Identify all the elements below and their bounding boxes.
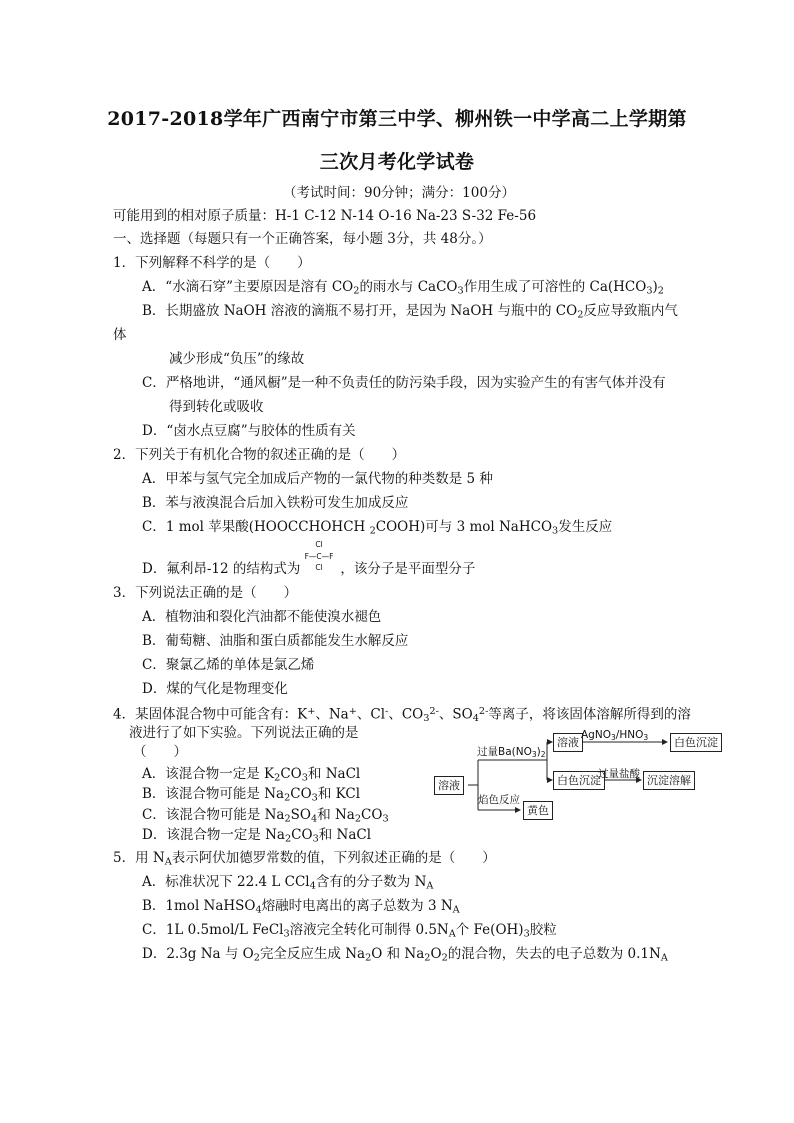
q4-stem-line2: 液进行了如下实验。下列说法正确的是 [129, 725, 359, 741]
q4-stem-line3: （ ） [133, 744, 187, 760]
exam-info: （考试时间：90分钟；满分：100分） [283, 185, 515, 201]
freon-cl-bottom: Cl [315, 563, 323, 572]
q5-option-d: D．2.3g Na 与 $O_2$完全反应生成 $Na_2O$ 和 $Na_2O_2$的混合物，失去的电子总数为 $0.1N_A$ [142, 946, 668, 964]
flow-yellow: 黄色 [523, 801, 553, 820]
q4-option-b: B．该混合物可能是 $Na_2CO_3$和 KCl [142, 786, 361, 804]
q1-option-b-wrap: 体 [113, 327, 127, 343]
q3-option-a: A．植物油和裂化汽油都不能使溴水褪色 [142, 609, 382, 625]
flow-precipitate-dissolves: 沉淀溶解 [643, 771, 695, 790]
page-title-line2: 三次月考化学试卷 [319, 151, 475, 173]
q2-option-d: D．氟利昂-12 的结构式为 ，该分子是平面型分子 [142, 561, 476, 577]
q1-option-a: A．“水滴石穿”主要原因是溶有 $CO_2$的雨水与 CaCO$_3$作用生成了可溶性的 $Ca(HCO_3)_2$ [142, 279, 664, 297]
q5-option-a: A．标准状况下 22.4 L CCl$_4$含有的分子数为 $N_A$ [142, 874, 434, 892]
q1-option-c: C．严格地讲，“通风橱”是一种不负责任的防污染手段，因为实验产生的有害气体并没有 [142, 375, 666, 391]
q1-stem: 1．下列解释不科学的是（ ） [113, 255, 311, 271]
q2-option-a: A．甲苯与氢气完全加成后产物的一氯代物的种类数是 5 种 [142, 471, 493, 487]
q5-option-b: B．1mol NaHSO$_4$熔融时电离出的离子总数为 3 $N_A$ [142, 898, 460, 916]
atomic-mass-note: 可能用到的相对原子质量：H-1 C-12 N-14 O-16 Na-23 S-32 Fe-56 [113, 208, 537, 224]
q1-option-b-cont: 减少形成“负压”的缘故 [169, 351, 305, 367]
q3-stem: 3．下列说法正确的是（ ） [113, 585, 298, 601]
q4-stem: 4．某固体混合物中可能含有：K+、Na+、Cl-、$CO_3^{2-}$、$SO_4^{2-}$等离子，将该固体溶解所得到的溶 [113, 706, 691, 725]
freon-middle: F—C—F [304, 552, 334, 561]
flow-white-precipitate-2: 白色沉淀 [553, 771, 605, 790]
flow-label-flame: 焰色反应 [478, 794, 520, 806]
flow-label-bano3: 过量$Ba(NO_3)_2$ [477, 746, 546, 760]
q4-option-c: C．该混合物可能是 $Na_2SO_4$和 $Na_2CO_3$ [142, 807, 389, 825]
flow-label-hcl: 过量盐酸 [598, 768, 640, 780]
q5-option-c: C．1L 0.5mol/L FeCl$_3$溶液完全转化可制得 $0.5N_A$个 $Fe(OH)_3$胶粒 [142, 922, 557, 940]
q3-option-c: C．聚氯乙烯的单体是氯乙烯 [142, 657, 315, 673]
q2-option-b: B．苯与液溴混合后加入铁粉可发生加成反应 [142, 495, 409, 511]
q5-stem: 5．用 $N_A$表示阿伏加德罗常数的值，下列叙述正确的是（ ） [113, 850, 496, 868]
flow-white-precipitate: 白色沉淀 [670, 733, 722, 752]
q3-option-d: D．煤的气化是物理变化 [142, 681, 288, 697]
q1-option-d: D．“卤水点豆腐”与胶体的性质有关 [142, 423, 356, 439]
freon-cl-top: Cl [315, 540, 323, 549]
q1-option-b: B．长期盛放 NaOH 溶液的滴瓶不易打开，是因为 NaOH 与瓶中的 $CO_2$反应导致瓶内气 [142, 303, 678, 321]
page-title-line1: 2017-2018学年广西南宁市第三中学、柳州铁一中学高二上学期第 [107, 108, 687, 130]
q4-option-d: D．该混合物一定是 $Na_2CO_3$和 NaCl [142, 827, 372, 845]
section-heading: 一、选择题（每题只有一个正确答案，每小题 3分，共 48分。） [113, 231, 492, 247]
q2-option-c: C．1 mol 苹果酸(HOOCCHOHCH $_2$COOH)可与 3 mol NaHCO$_3$发生反应 [142, 519, 613, 537]
flow-solution: 溶液 [553, 733, 583, 752]
q4-option-a: A．该混合物一定是 $K_2CO_3$和 NaCl [142, 766, 361, 784]
flow-start-solution: 溶液 [434, 776, 464, 795]
flow-label-agno3: $AgNO_3/HNO_3$ [581, 729, 649, 743]
q1-option-c-cont: 得到转化或吸收 [169, 399, 264, 415]
q3-option-b: B．葡萄糖、油脂和蛋白质都能发生水解反应 [142, 633, 409, 649]
q2-stem: 2．下列关于有机化合物的叙述正确的是（ ） [113, 447, 406, 463]
